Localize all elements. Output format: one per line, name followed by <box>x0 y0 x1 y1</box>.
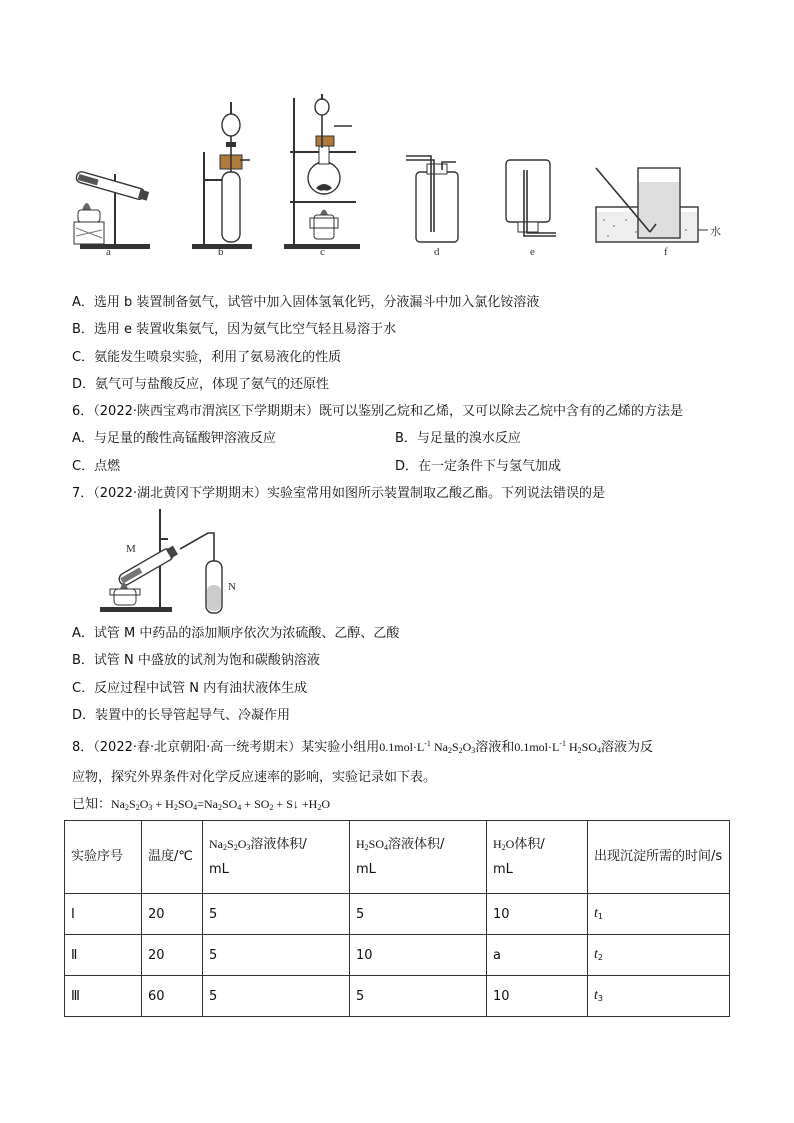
q5-option-c: C．氨能发生喷泉实验，利用了氨易液化的性质 <box>72 349 342 365</box>
row-1-id: Ⅰ <box>65 894 142 935</box>
apparatus-figure-strip <box>60 92 740 264</box>
row-3-temp: 60 <box>142 976 203 1017</box>
row-1-v1: 5 <box>203 894 350 935</box>
q5-option-d: D．氨气可与盐酸反应，体现了氨气的还原性 <box>72 376 330 392</box>
apparatus-f <box>590 92 740 264</box>
label-c: c <box>320 246 325 258</box>
q7-option-c: C．反应过程中试管 N 内有油状液体生成 <box>72 680 308 696</box>
q6-option-a: A．与足量的酸性高锰酸钾溶液反应 <box>72 431 276 447</box>
row-1-time: $t_1$ <box>588 894 730 935</box>
q5-option-b: B．选用 e 装置收集氨气，因为氨气比空气轻且易溶于水 <box>72 322 397 338</box>
row-2-v2: 10 <box>350 935 487 976</box>
apparatus-c <box>280 92 370 258</box>
q8-known-equation: 已知：$Na_2S_2O_3 + H_2SO_4=Na_2SO_4 + SO_2$ + S↓ $+H_2O$ <box>72 797 330 812</box>
label-n: N <box>228 581 236 593</box>
row-1-v2: 5 <box>350 894 487 935</box>
label-b: b <box>218 246 224 258</box>
label-f: f <box>664 246 668 258</box>
apparatus-d <box>398 92 468 258</box>
header-precipitate-time: 出现沉淀所需的时间/s <box>588 821 730 894</box>
row-3-v2: 5 <box>350 976 487 1017</box>
row-3-v3: 10 <box>487 976 588 1017</box>
table-header-row <box>65 821 730 894</box>
row-2-time: $t_2$ <box>588 935 730 976</box>
row-2-v1: 5 <box>203 935 350 976</box>
q6-option-b: B．与足量的溴水反应 <box>395 431 521 447</box>
ester-apparatus-figure <box>96 505 246 617</box>
q7-option-a: A．试管 M 中药品的添加顺序依次为浓硫酸、乙醇、乙酸 <box>72 626 400 641</box>
q7-stem: 7．（2022·湖北黄冈下学期期末）实验室常用如图所示装置制取乙酸乙酯。下列说法错误的是 <box>72 486 605 502</box>
apparatus-b <box>188 92 268 258</box>
table-row <box>65 935 730 976</box>
q6-stem: 6．（2022·陕西宝鸡市渭滨区下学期期末）既可以鉴别乙烷和乙烯，又可以除去乙烷中含有的乙烯的方法是 <box>72 404 683 420</box>
q8-stem <box>72 730 744 821</box>
table-row <box>65 894 730 935</box>
header-h2o-volume: $H_2O$体积/ mL <box>487 821 588 894</box>
apparatus-e <box>496 92 566 258</box>
q6-options-row-1 <box>72 425 732 452</box>
row-1-v3: 10 <box>487 894 588 935</box>
row-1-temp: 20 <box>142 894 203 935</box>
question-text-block <box>72 289 732 507</box>
header-h2so4-volume: $H_2SO_4$溶液体积/ mL <box>350 821 487 894</box>
q5-option-a: A．选用 b 装置制备氨气，试管中加入固体氢氧化钙，分液漏斗中加入氯化铵溶液 <box>72 295 540 310</box>
row-3-id: Ⅲ <box>65 976 142 1017</box>
label-a: a <box>106 246 111 258</box>
apparatus-a <box>60 92 160 258</box>
label-m: M <box>126 543 136 555</box>
q7-options <box>72 620 744 729</box>
experiment-record-table <box>64 820 730 1017</box>
label-water: 水 <box>710 226 721 238</box>
header-na2s2o3-volume: $Na_2S_2O_3$溶液体积/ mL <box>203 821 350 894</box>
q7-option-d: D．装置中的长导管起导气、冷凝作用 <box>72 707 291 723</box>
table-row <box>65 976 730 1017</box>
q6-options-row-2 <box>72 453 732 480</box>
q8-stem-line-2: 应物，探究外界条件对化学反应速率的影响，实验记录如下表。 <box>72 770 437 785</box>
label-d: d <box>434 246 440 258</box>
row-2-id: Ⅱ <box>65 935 142 976</box>
row-3-time: $t_3$ <box>588 976 730 1017</box>
q6-option-d: D．在一定条件下与氢气加成 <box>395 458 562 474</box>
header-temperature: 温度/℃ <box>142 821 203 894</box>
label-e: e <box>530 246 535 258</box>
q8-stem-line-1: 8．（2022·春·北京朝阳·高一统考期末）某实验小组用$0.1mol\cdot L^{-1}$ $Na_2S_2O_3$溶液和$0.1mol\cdot L^{-1}$ $H_2SO_4$溶液为反 <box>72 739 654 755</box>
row-2-temp: 20 <box>142 935 203 976</box>
header-experiment-id: 实验序号 <box>65 821 142 894</box>
q7-option-b: B．试管 N 中盛放的试剂为饱和碳酸钠溶液 <box>72 653 320 669</box>
q6-option-c: C．点燃 <box>72 458 121 474</box>
row-3-v1: 5 <box>203 976 350 1017</box>
row-2-v3: a <box>487 935 588 976</box>
